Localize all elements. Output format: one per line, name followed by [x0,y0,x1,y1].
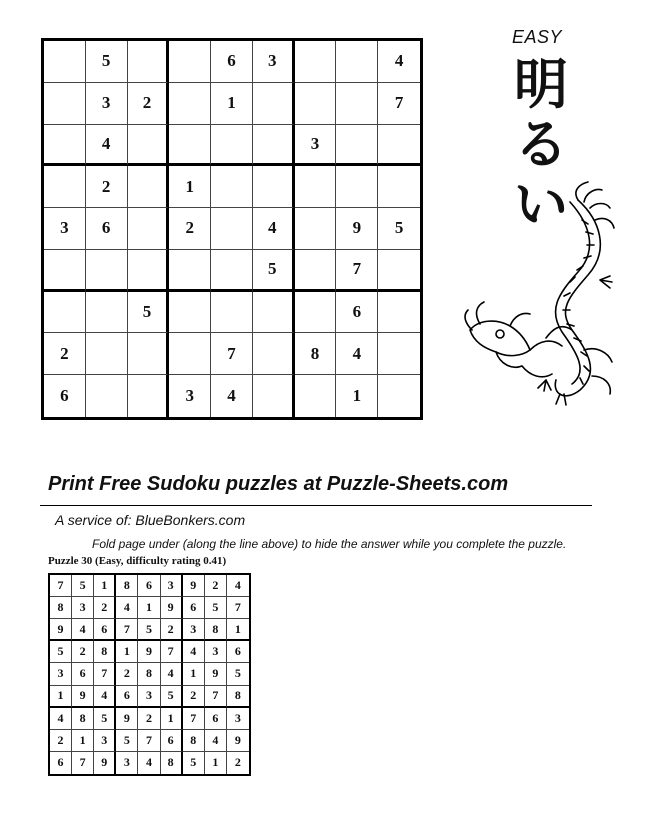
sudoku-cell: 4 [253,208,295,250]
answer-cell: 8 [183,730,205,752]
answer-cell: 7 [161,641,183,663]
sudoku-cell: 3 [253,41,295,83]
answer-cell: 4 [50,708,72,730]
answer-cell: 6 [94,619,116,641]
kanji-char: る [514,112,568,176]
answer-cell: 1 [72,730,94,752]
sudoku-cell [44,292,86,334]
sudoku-cell [378,292,420,334]
answer-cell: 7 [138,730,160,752]
sudoku-cell: 5 [86,41,128,83]
answer-cell: 6 [72,663,94,685]
answer-cell: 2 [94,597,116,619]
sudoku-answer-grid [48,573,251,776]
answer-cell: 2 [50,730,72,752]
answer-cell: 6 [227,641,249,663]
answer-cell: 1 [227,619,249,641]
sudoku-cell [295,166,337,208]
answer-cell: 4 [138,752,160,774]
sudoku-cell [336,166,378,208]
sudoku-cell: 1 [336,375,378,417]
sudoku-cell [169,292,211,334]
answer-cell: 6 [138,575,160,597]
answer-cell: 3 [227,708,249,730]
answer-cell: 9 [205,663,227,685]
answer-cell: 6 [116,686,138,708]
sudoku-cell [336,83,378,125]
sudoku-puzzle-grid [41,38,423,420]
sudoku-cell [295,375,337,417]
dragon-illustration [460,180,625,415]
sudoku-cell: 2 [128,83,170,125]
sudoku-cell [295,41,337,83]
sudoku-cell: 6 [86,208,128,250]
sudoku-cell [86,333,128,375]
answer-cell: 8 [72,708,94,730]
answer-caption: Puzzle 30 (Easy, difficulty rating 0.41) [48,555,227,567]
sudoku-cell [128,166,170,208]
answer-cell: 1 [205,752,227,774]
answer-cell: 6 [50,752,72,774]
sudoku-cell [378,166,420,208]
sudoku-cell [44,83,86,125]
answer-cell: 9 [183,575,205,597]
sudoku-cell: 4 [378,41,420,83]
sudoku-cell: 6 [336,292,378,334]
answer-cell: 3 [94,730,116,752]
service-credit: A service of: BlueBonkers.com [55,512,246,528]
difficulty-label: EASY [512,27,563,47]
answer-cell: 7 [72,752,94,774]
kanji-char: 明 [514,52,568,116]
sudoku-cell [128,208,170,250]
answer-cell: 8 [161,752,183,774]
sudoku-cell: 5 [128,292,170,334]
answer-cell: 7 [227,597,249,619]
sudoku-cell [295,250,337,292]
sudoku-cell [378,375,420,417]
answer-cell: 6 [205,708,227,730]
answer-cell: 1 [183,663,205,685]
answer-cell: 3 [116,752,138,774]
answer-cell: 1 [94,575,116,597]
sudoku-cell [169,333,211,375]
sudoku-cell [128,250,170,292]
sudoku-cell: 8 [295,333,337,375]
answer-cell: 5 [183,752,205,774]
sudoku-cell: 9 [336,208,378,250]
sudoku-cell: 5 [253,250,295,292]
sudoku-cell [336,41,378,83]
sudoku-cell: 3 [86,83,128,125]
answer-cell: 9 [227,730,249,752]
answer-cell: 4 [227,575,249,597]
sudoku-cell: 2 [169,208,211,250]
answer-cell: 4 [94,686,116,708]
answer-cell: 3 [183,619,205,641]
answer-cell: 4 [183,641,205,663]
sudoku-cell: 3 [44,208,86,250]
answer-cell: 3 [161,575,183,597]
answer-cell: 5 [205,597,227,619]
answer-cell: 7 [50,575,72,597]
sudoku-cell [295,208,337,250]
answer-cell: 2 [234,755,241,770]
answer-cell: 8 [227,686,249,708]
sudoku-cell: 3 [295,125,337,167]
sudoku-cell [211,125,253,167]
answer-cell: 1 [116,641,138,663]
sudoku-cell: 7 [336,250,378,292]
answer-cell: 2 [116,663,138,685]
sudoku-cell [44,166,86,208]
answer-cell: 3 [72,597,94,619]
answer-cell: 5 [50,641,72,663]
sudoku-cell: 2 [44,333,86,375]
sudoku-cell [211,250,253,292]
sudoku-cell [253,125,295,167]
answer-cell: 9 [161,597,183,619]
answer-cell: 9 [94,752,116,774]
answer-cell: 4 [72,619,94,641]
answer-cell: 8 [94,641,116,663]
answer-cell: 8 [205,619,227,641]
answer-cell: 3 [205,641,227,663]
answer-cell: 1 [138,597,160,619]
sudoku-cell [169,83,211,125]
sudoku-cell [253,166,295,208]
sudoku-cell [44,41,86,83]
answer-cell: 9 [138,641,160,663]
sudoku-cell: 5 [378,208,420,250]
sudoku-cell [128,125,170,167]
sudoku-cell: 2 [86,166,128,208]
sudoku-cell [253,83,295,125]
sudoku-cell: 3 [169,375,211,417]
sudoku-cell [336,125,378,167]
sudoku-cell [378,250,420,292]
answer-cell: 2 [138,708,160,730]
answer-cell: 9 [50,619,72,641]
kanji-char: い [514,172,568,236]
sudoku-cell: 6 [44,375,86,417]
answer-cell: 9 [116,708,138,730]
answer-cell: 8 [116,575,138,597]
answer-cell: 6 [183,597,205,619]
sudoku-cell [378,125,420,167]
answer-cell: 5 [116,730,138,752]
answer-cell: 9 [72,686,94,708]
answer-cell: 2 [72,641,94,663]
sudoku-cell [86,375,128,417]
answer-cell: 7 [205,686,227,708]
sudoku-cell [44,125,86,167]
sudoku-cell [211,166,253,208]
sudoku-cell [169,250,211,292]
sudoku-cell [86,292,128,334]
fold-line [40,505,592,506]
sudoku-cell: 4 [86,125,128,167]
sudoku-cell [253,292,295,334]
answer-cell: 5 [227,663,249,685]
sudoku-cell [211,208,253,250]
answer-cell: 5 [161,686,183,708]
answer-cell: 3 [138,686,160,708]
sudoku-cell: 6 [211,41,253,83]
answer-cell: 7 [116,619,138,641]
answer-cell: 8 [138,663,160,685]
sudoku-cell [295,292,337,334]
sudoku-cell: 4 [336,333,378,375]
answer-cell: 7 [183,708,205,730]
sudoku-cell [253,375,295,417]
site-headline: Print Free Sudoku puzzles at Puzzle-Sheets.com [48,473,509,495]
sudoku-cell [211,292,253,334]
answer-cell: 4 [161,663,183,685]
fold-instructions: Fold page under (along the line above) to hide the answer while you complete the puzzle. [92,537,567,551]
sudoku-cell: 1 [169,166,211,208]
sudoku-cell: 1 [211,83,253,125]
answer-cell: 3 [50,663,72,685]
sudoku-cell [128,375,170,417]
sudoku-cell: 7 [378,83,420,125]
answer-cell: 2 [205,575,227,597]
answer-cell: 4 [205,730,227,752]
sudoku-cell [378,333,420,375]
sudoku-cell [253,333,295,375]
answer-cell: 5 [138,619,160,641]
answer-cell: 5 [94,708,116,730]
sudoku-cell [169,125,211,167]
sudoku-cell [169,41,211,83]
sudoku-cell: 4 [211,375,253,417]
answer-cell: 2 [161,619,183,641]
answer-cell: 5 [72,575,94,597]
sudoku-cell [86,250,128,292]
answer-cell: 1 [50,686,72,708]
answer-cell: 6 [161,730,183,752]
answer-cell: 2 [183,686,205,708]
answer-cell: 8 [50,597,72,619]
sudoku-cell [295,83,337,125]
sudoku-cell: 7 [211,333,253,375]
answer-cell: 4 [116,597,138,619]
answer-cell: 7 [94,663,116,685]
sudoku-cell [128,333,170,375]
sudoku-cell [128,41,170,83]
sudoku-cell [44,250,86,292]
answer-cell: 1 [161,708,183,730]
